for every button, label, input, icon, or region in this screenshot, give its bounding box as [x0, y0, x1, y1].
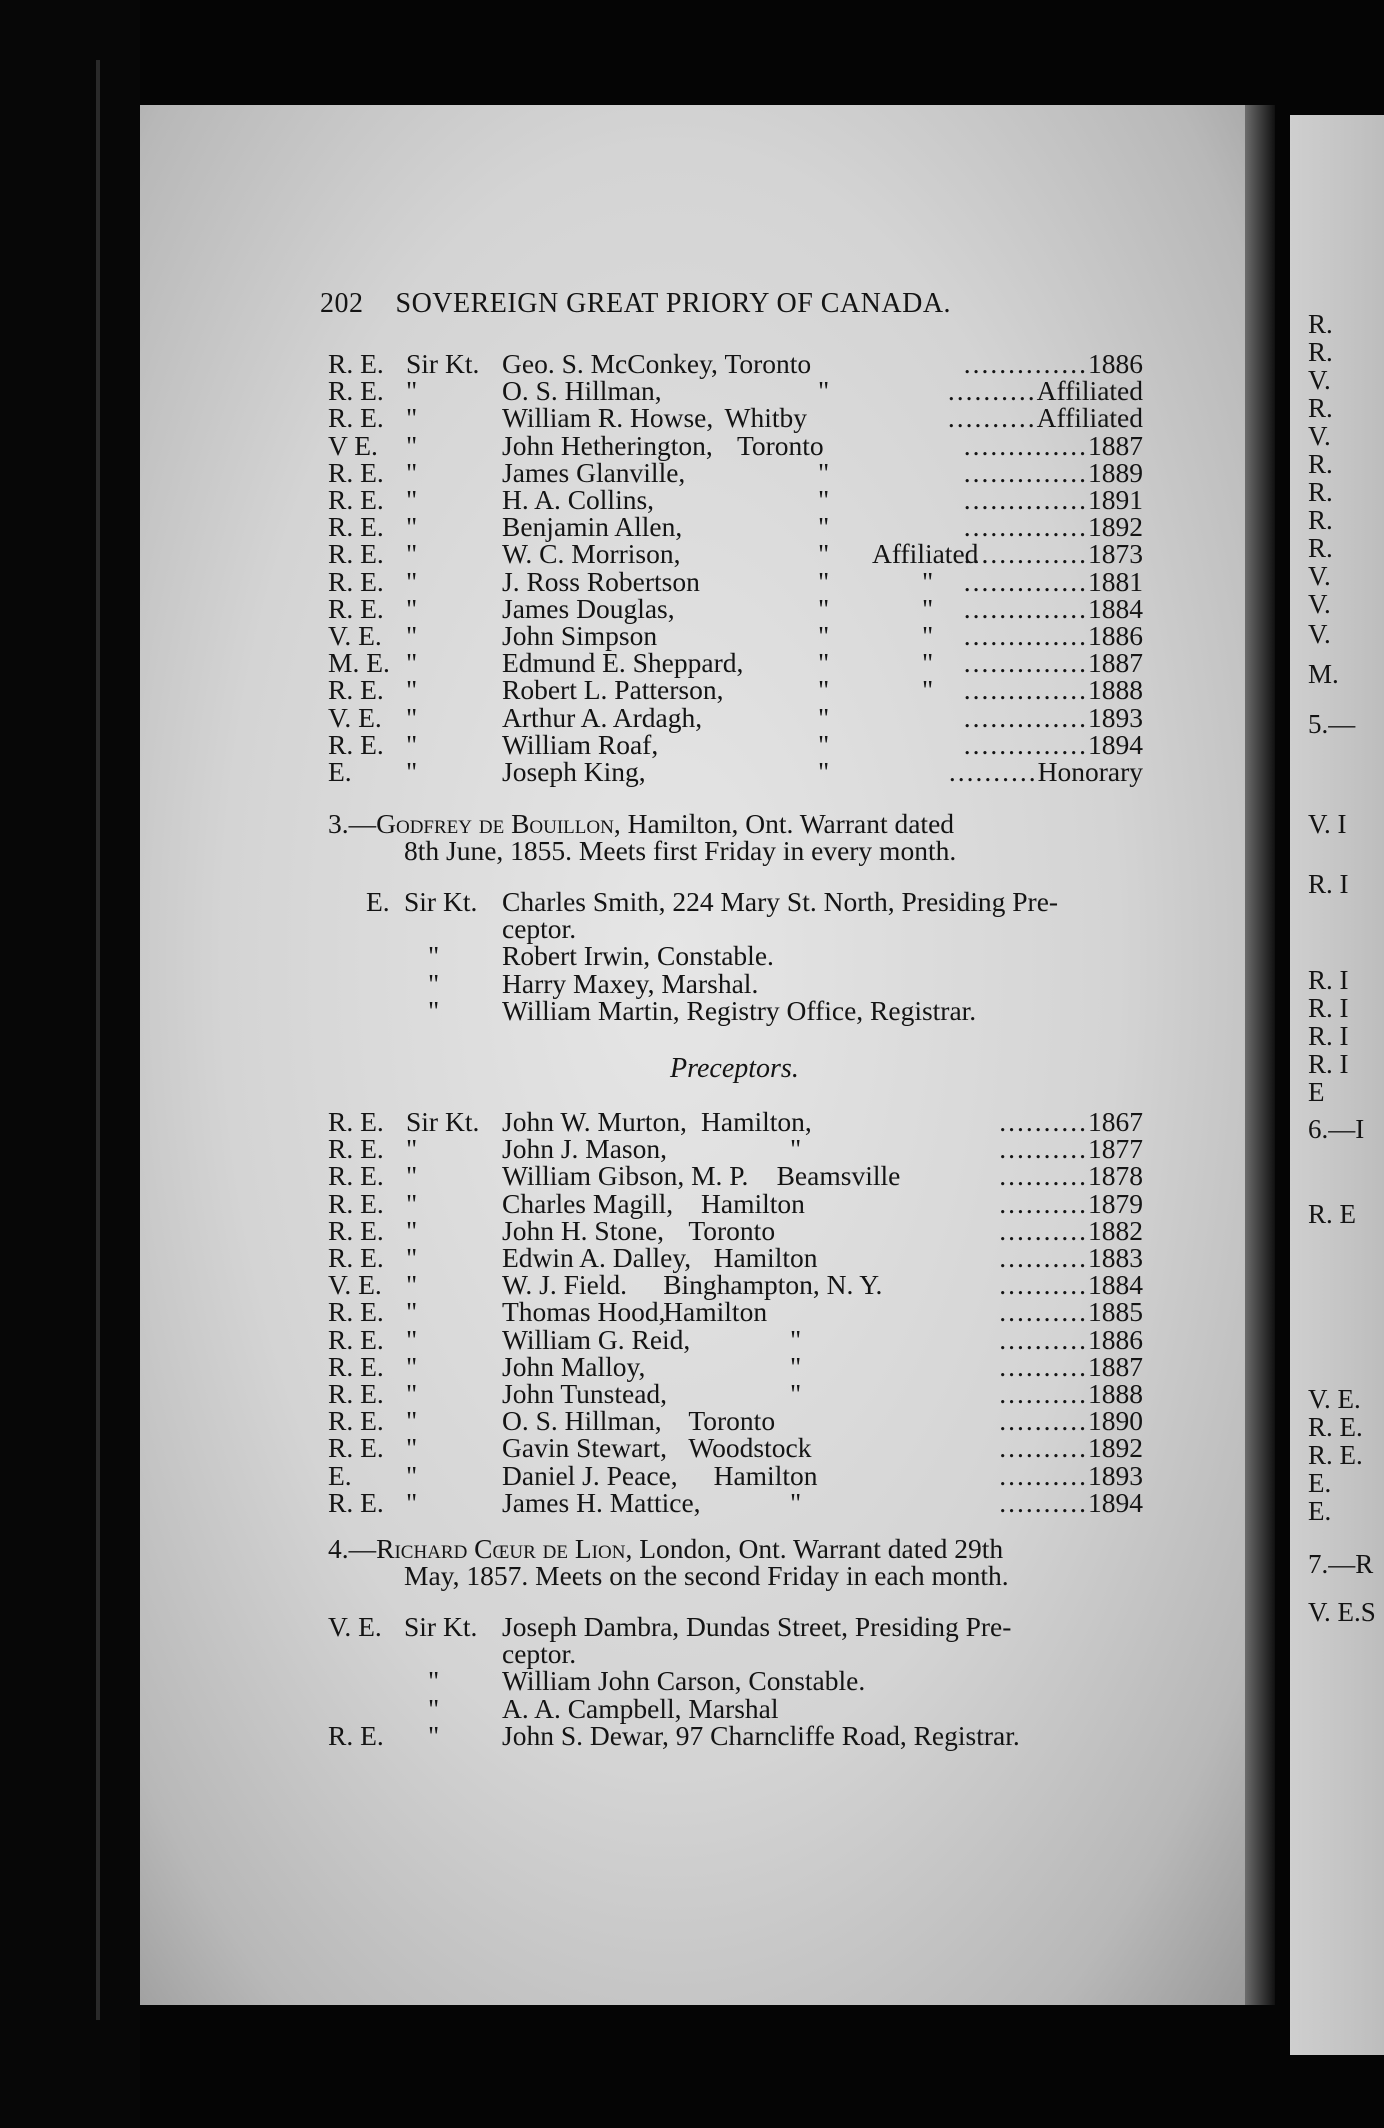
page-number: 202	[320, 288, 364, 319]
preceptor-place: Toronto	[688, 1214, 776, 1246]
preceptor-rank: V. E.	[328, 1269, 382, 1301]
member-row	[0, 429, 1384, 461]
member-rank: R. E.	[328, 402, 384, 434]
member-name: James Douglas,	[502, 592, 675, 624]
preceptor-row	[0, 1108, 1384, 1135]
preceptor-name: W. J. Field.	[502, 1269, 628, 1301]
officer-ditto: "	[428, 1665, 440, 1697]
leader-dots: ..............	[963, 458, 1088, 486]
preceptor-row	[0, 1160, 1384, 1192]
preceptor-title: "	[406, 1432, 418, 1464]
leader-dots: ..........	[999, 1135, 1088, 1163]
preceptory-name: Richard Cœur de Lion,	[376, 1533, 633, 1564]
member-title: "	[406, 511, 418, 543]
leader-dots: ..........	[999, 1352, 1088, 1380]
facing-page-fragment: V. I	[1308, 809, 1347, 839]
preceptor-name: James H. Mattice,	[502, 1486, 701, 1518]
member-row	[0, 511, 1384, 543]
member-place-ditto: "	[818, 375, 830, 407]
member-year: 1894	[1088, 728, 1143, 760]
member-row	[0, 375, 1384, 407]
officer-row	[0, 967, 1384, 999]
preceptor-place: "	[790, 1486, 802, 1518]
officer-text: Joseph Dambra, Dundas Street, Presiding Pre-	[502, 1611, 1012, 1642]
facing-page-fragment: V. E.	[1308, 1384, 1361, 1414]
member-place-ditto: "	[818, 647, 830, 679]
member-row	[0, 565, 1384, 597]
preceptor-name: John Tunstead,	[502, 1378, 668, 1409]
preceptor-row	[0, 1269, 1384, 1301]
facing-page-fragment: R.	[1308, 393, 1333, 423]
preceptor-year: 1867	[1088, 1106, 1143, 1137]
member-name: Arthur A. Ardagh,	[502, 701, 703, 733]
officer-title: Sir Kt.	[404, 886, 478, 917]
preceptor-title: "	[406, 1378, 418, 1409]
preceptor-title: "	[406, 1242, 418, 1273]
member-rank: V. E.	[328, 620, 382, 651]
member-place-ditto: "	[818, 456, 830, 488]
preceptor-rank: R. E.	[328, 1378, 384, 1409]
member-year: Affiliated	[1036, 402, 1143, 434]
member-title: "	[406, 429, 418, 461]
member-row	[0, 647, 1384, 679]
preceptor-year: 1886	[1088, 1323, 1143, 1355]
preceptor-name: Thomas Hood,	[502, 1296, 666, 1328]
member-year: Honorary	[1037, 756, 1143, 787]
member-title: "	[406, 456, 418, 488]
officer-rank: V. E.	[328, 1611, 382, 1642]
leader-dots: ..........	[947, 377, 1037, 405]
officer-row	[0, 940, 1384, 972]
member-name: H. A. Collins,	[502, 484, 655, 515]
leader-dots: ..............	[963, 431, 1088, 459]
member-row	[0, 619, 1384, 651]
preceptor-place: Hamilton	[713, 1242, 818, 1273]
preceptor-name: Daniel J. Peace,	[502, 1459, 678, 1491]
officer-title: Sir Kt.	[404, 1611, 478, 1642]
preceptor-place: Toronto	[688, 1405, 776, 1437]
officer-text: Harry Maxey, Marshal.	[502, 967, 759, 999]
officer-ditto: "	[428, 940, 440, 972]
preceptor-name: John Malloy,	[502, 1350, 646, 1382]
preceptor-rank: R. E.	[328, 1242, 384, 1273]
preceptor-year: 1884	[1088, 1269, 1143, 1301]
officer-row	[0, 913, 1384, 945]
member-title: Sir Kt.	[406, 348, 480, 379]
preceptor-name: Gavin Stewart,	[502, 1432, 667, 1464]
member-title: "	[406, 592, 418, 624]
preceptor-row	[0, 1432, 1384, 1464]
member-rank: M. E.	[328, 647, 390, 679]
officer-row	[0, 1665, 1384, 1697]
preceptor-row	[0, 1133, 1384, 1165]
officer-row	[0, 1613, 1384, 1640]
member-rank: R. E.	[328, 511, 384, 543]
officer-text: ceptor.	[502, 1638, 577, 1670]
member-place-ditto: "	[818, 701, 830, 733]
facing-page-fragment: V.	[1308, 365, 1331, 395]
officer-ditto: "	[428, 1692, 440, 1724]
facing-page-fragment: R.	[1308, 337, 1333, 367]
preceptor-place: "	[790, 1378, 802, 1409]
officer-text: A. A. Campbell, Marshal	[502, 1692, 779, 1724]
member-year: Affiliated	[1036, 375, 1143, 407]
facing-page-fragment: E.	[1308, 1468, 1332, 1498]
preceptor-year: 1894	[1088, 1486, 1143, 1518]
preceptor-title: "	[406, 1160, 418, 1192]
facing-page-fragment: R. I	[1308, 965, 1349, 995]
preceptor-name: John H. Stone,	[502, 1214, 664, 1246]
leader-dots: ..............	[963, 703, 1088, 731]
preceptor-title: "	[406, 1350, 418, 1382]
member-name: John Simpson	[502, 620, 658, 651]
facing-page-fragment: V.	[1308, 619, 1331, 649]
member-rank: R. E.	[328, 592, 384, 624]
preceptor-rank: R. E.	[328, 1214, 384, 1246]
preceptor-year: 1878	[1088, 1160, 1143, 1192]
member-year: 1873	[1088, 538, 1143, 570]
member-name: William R. Howse,	[502, 402, 714, 434]
member-place-ditto: "	[818, 620, 830, 651]
member-title: "	[406, 375, 418, 407]
preceptor-rank: R. E.	[328, 1106, 384, 1137]
preceptor-rank: R. E.	[328, 1432, 384, 1464]
member-year: 1889	[1088, 456, 1143, 488]
leader-dots: ..............	[963, 540, 1088, 568]
member-name: Geo. S. McConkey,	[502, 348, 718, 379]
preceptor-name: Charles Magill,	[502, 1187, 674, 1219]
preceptor-row	[0, 1380, 1384, 1407]
leader-dots: ..........	[999, 1298, 1088, 1326]
member-title: "	[406, 756, 418, 787]
facing-page-fragment: V.	[1308, 589, 1331, 619]
leader-dots: ..........	[948, 758, 1038, 785]
member-year: 1886	[1088, 348, 1143, 379]
preceptor-place: Woodstock	[688, 1432, 812, 1464]
preceptor-year: 1877	[1088, 1133, 1143, 1165]
member-title: "	[406, 701, 418, 733]
member-title: "	[406, 538, 418, 570]
officer-ditto: "	[428, 1719, 440, 1751]
preceptor-title: "	[406, 1269, 418, 1301]
officer-row	[0, 1719, 1384, 1751]
leader-dots: ..........	[999, 1108, 1088, 1135]
facing-page-fragment: R. I	[1308, 993, 1349, 1023]
leader-dots: ..........	[999, 1244, 1088, 1271]
facing-page-fragment: E.	[1308, 1496, 1332, 1526]
preceptor-place: "	[790, 1350, 802, 1382]
member-title: "	[406, 484, 418, 515]
leader-dots: ..............	[963, 730, 1088, 758]
facing-page-fragment: M.	[1308, 659, 1339, 689]
preceptor-row	[0, 1350, 1384, 1382]
leader-dots: ..........	[999, 1407, 1088, 1435]
member-row	[0, 728, 1384, 760]
member-rank: R. E.	[328, 565, 384, 597]
facing-page-fragment: R. E.	[1308, 1412, 1363, 1442]
member-place-ditto: "	[818, 484, 830, 515]
member-title: "	[406, 674, 418, 706]
member-note: "	[922, 620, 934, 651]
preceptor-title: Sir Kt.	[406, 1106, 480, 1137]
member-row	[0, 350, 1384, 377]
member-rank: R. E.	[328, 456, 384, 488]
member-row	[0, 592, 1384, 624]
preceptor-place: Hamilton	[663, 1296, 768, 1328]
member-row	[0, 758, 1384, 785]
facing-page-fragment: 6.—I	[1308, 1114, 1365, 1144]
preceptor-title: "	[406, 1296, 418, 1328]
leader-dots: ..............	[963, 594, 1088, 622]
member-rank: R. E.	[328, 348, 384, 379]
member-row	[0, 456, 1384, 488]
preceptor-place: Hamilton	[713, 1459, 818, 1491]
preceptor-place: "	[790, 1323, 802, 1355]
member-note: Affiliated	[872, 538, 979, 570]
member-name: James Glanville,	[502, 456, 686, 488]
member-place-ditto: "	[818, 565, 830, 597]
member-place-ditto: "	[818, 511, 830, 543]
leader-dots: ..............	[963, 567, 1088, 595]
running-header	[320, 288, 951, 320]
facing-page-fragment: R.	[1308, 477, 1333, 507]
member-title: "	[406, 620, 418, 651]
facing-page-fragment: R.	[1308, 505, 1333, 535]
leader-dots: ..............	[963, 676, 1088, 704]
member-year: 1892	[1088, 511, 1143, 543]
member-name: O. S. Hillman,	[502, 375, 662, 407]
officer-text: William Martin, Registry Office, Registrar.	[502, 994, 977, 1026]
member-name: John Hetherington,	[502, 429, 713, 461]
preceptor-row	[0, 1486, 1384, 1518]
officer-rank: R. E.	[328, 1719, 384, 1751]
preceptor-rank: R. E.	[328, 1350, 384, 1382]
section-3-heading: 3.—Godfrey de Bouillon, Hamilton, Ont. Warrant dated 8th June, 1855. Meets first Friday in every month.	[328, 808, 957, 866]
member-name: J. Ross Robertson	[502, 565, 700, 597]
preceptor-row	[0, 1296, 1384, 1328]
facing-page-fragment: 7.—R	[1308, 1549, 1374, 1579]
member-place: Whitby	[724, 402, 807, 434]
preceptor-rank: R. E.	[328, 1296, 384, 1328]
member-note: "	[922, 674, 934, 706]
member-name: Robert L. Patterson,	[502, 674, 724, 706]
facing-page-fragment: V.	[1308, 561, 1331, 591]
leader-dots: ..........	[947, 404, 1037, 432]
running-title: SOVEREIGN GREAT PRIORY OF CANADA.	[395, 288, 952, 319]
preceptor-name: William Gibson, M. P.	[502, 1160, 749, 1192]
leader-dots: ..........	[999, 1271, 1088, 1299]
preceptor-row	[0, 1214, 1384, 1246]
facing-page-fragment: R. E	[1308, 1199, 1357, 1229]
facing-page-fragment: R. I	[1308, 1049, 1349, 1079]
preceptor-rank: R. E.	[328, 1405, 384, 1437]
member-row	[0, 538, 1384, 570]
preceptor-name: Edwin A. Dalley,	[502, 1242, 692, 1273]
officer-text: ceptor.	[502, 913, 577, 945]
leader-dots: ..........	[999, 1162, 1088, 1190]
member-title: "	[406, 402, 418, 434]
member-row	[0, 701, 1384, 733]
leader-dots: ..........	[999, 1461, 1088, 1489]
preceptor-rank: E.	[328, 1459, 352, 1491]
preceptor-title: "	[406, 1405, 418, 1437]
member-rank: R. E.	[328, 375, 384, 407]
preceptor-place: "	[790, 1133, 802, 1165]
preceptor-rank: R. E.	[328, 1486, 384, 1518]
officer-row	[0, 1692, 1384, 1724]
officer-text: William John Carson, Constable.	[502, 1665, 866, 1697]
officer-ditto: "	[428, 967, 440, 999]
preceptor-name: William G. Reid,	[502, 1323, 691, 1355]
preceptor-year: 1885	[1088, 1296, 1143, 1328]
leader-dots: ..............	[963, 350, 1088, 377]
preceptor-place: Beamsville	[776, 1160, 901, 1192]
leader-dots: ..............	[963, 649, 1088, 677]
preceptor-year: 1890	[1088, 1405, 1143, 1437]
preceptor-rank: R. E.	[328, 1160, 384, 1192]
officer-ditto: "	[428, 994, 440, 1026]
officer-row	[0, 994, 1384, 1026]
preceptor-row	[0, 1187, 1384, 1219]
member-rank: R. E.	[328, 674, 384, 706]
member-row	[0, 486, 1384, 513]
preceptor-year: 1883	[1088, 1242, 1143, 1273]
member-note: "	[922, 647, 934, 679]
preceptory-name: Godfrey de Bouillon,	[376, 808, 621, 839]
preceptor-title: "	[406, 1459, 418, 1491]
member-place-ditto: "	[818, 538, 830, 570]
member-place-ditto: "	[818, 756, 830, 787]
facing-page-fragment: R. I	[1308, 869, 1349, 899]
member-title: "	[406, 565, 418, 597]
member-rank: R. E.	[328, 484, 384, 515]
officer-rank: E.	[366, 886, 390, 917]
preceptor-title: "	[406, 1187, 418, 1219]
preceptor-title: "	[406, 1323, 418, 1355]
facing-page-fragment: E	[1308, 1077, 1325, 1107]
preceptor-place: Binghampton, N. Y.	[663, 1269, 883, 1301]
member-row	[0, 402, 1384, 434]
member-place-ditto: "	[818, 728, 830, 760]
preceptor-title: "	[406, 1486, 418, 1518]
facing-page-fragment: R. E.	[1308, 1440, 1363, 1470]
preceptor-name: John J. Mason,	[502, 1133, 668, 1165]
preceptor-row	[0, 1244, 1384, 1271]
preceptor-place: Hamilton,	[701, 1106, 812, 1137]
preceptor-title: "	[406, 1133, 418, 1165]
member-name: Edmund E. Sheppard,	[502, 647, 744, 679]
member-place: Toronto	[724, 348, 812, 379]
preceptors-heading: Preceptors.	[670, 1053, 799, 1084]
preceptor-year: 1887	[1088, 1350, 1143, 1382]
leader-dots: ..............	[963, 513, 1088, 541]
member-name: Benjamin Allen,	[502, 511, 683, 543]
preceptor-name: John W. Murton,	[502, 1106, 687, 1137]
leader-dots: ..........	[999, 1434, 1088, 1462]
preceptor-year: 1882	[1088, 1214, 1143, 1246]
preceptor-year: 1879	[1088, 1187, 1143, 1219]
member-row	[0, 674, 1384, 706]
preceptor-row	[0, 1459, 1384, 1491]
member-year: 1893	[1088, 701, 1143, 733]
member-title: "	[406, 647, 418, 679]
member-note: "	[922, 565, 934, 597]
preceptor-rank: R. E.	[328, 1323, 384, 1355]
facing-page-fragment: R.	[1308, 309, 1333, 339]
preceptor-rank: R. E.	[328, 1187, 384, 1219]
officer-text: Robert Irwin, Constable.	[502, 940, 774, 972]
member-name: William Roaf,	[502, 728, 659, 760]
member-rank: E.	[328, 756, 352, 787]
facing-page-fragment: V.	[1308, 421, 1331, 451]
preceptor-year: 1893	[1088, 1459, 1143, 1491]
member-year: 1884	[1088, 592, 1143, 624]
facing-page-fragment: R.	[1308, 533, 1333, 563]
leader-dots: ..........	[999, 1189, 1088, 1217]
member-year: 1887	[1088, 429, 1143, 461]
member-year: 1891	[1088, 484, 1143, 515]
member-name: Joseph King,	[502, 756, 646, 787]
officer-row	[0, 1638, 1384, 1670]
leader-dots: ..........	[999, 1488, 1088, 1516]
member-place-ditto: "	[818, 674, 830, 706]
preceptor-row	[0, 1405, 1384, 1437]
leader-dots: ..............	[963, 486, 1088, 513]
preceptor-year: 1888	[1088, 1378, 1143, 1409]
member-year: 1881	[1088, 565, 1143, 597]
preceptor-place: Hamilton	[701, 1187, 805, 1219]
member-title: "	[406, 728, 418, 760]
member-rank: V. E.	[328, 701, 382, 733]
member-place: Toronto	[737, 429, 824, 461]
member-place-ditto: "	[818, 592, 830, 624]
facing-page-fragment: R. I	[1308, 1021, 1349, 1051]
preceptor-rank: R. E.	[328, 1133, 384, 1165]
officer-text: Charles Smith, 224 Mary St. North, Presiding Pre-	[502, 886, 1059, 917]
officer-row	[0, 888, 1384, 915]
member-rank: V E.	[328, 429, 378, 461]
preceptor-row	[0, 1323, 1384, 1355]
member-rank: R. E.	[328, 728, 384, 760]
leader-dots: ..........	[999, 1325, 1088, 1353]
leader-dots: ..........	[999, 1380, 1088, 1407]
member-year: 1886	[1088, 620, 1143, 651]
officer-text: John S. Dewar, 97 Charncliffe Road, Registrar.	[502, 1719, 1020, 1751]
member-year: 1887	[1088, 647, 1143, 679]
preceptor-title: "	[406, 1214, 418, 1246]
member-name: W. C. Morrison,	[502, 538, 681, 570]
member-year: 1888	[1088, 674, 1143, 706]
facing-page-fragment: R.	[1308, 449, 1333, 479]
preceptor-year: 1892	[1088, 1432, 1143, 1464]
member-rank: R. E.	[328, 538, 384, 570]
facing-page-fragment: V. E.S	[1308, 1597, 1376, 1627]
section-4-heading: 4.—Richard Cœur de Lion, London, Ont. Warrant dated 29th May, 1857. Meets on the second Friday in each month.	[328, 1533, 1009, 1591]
book-gutter-shadow	[0, 0, 140, 2128]
leader-dots: ..............	[963, 622, 1088, 649]
facing-page-fragment: 5.—	[1308, 709, 1356, 739]
leader-dots: ..........	[999, 1216, 1088, 1244]
preceptor-name: O. S. Hillman,	[502, 1405, 662, 1437]
member-note: "	[922, 592, 934, 624]
